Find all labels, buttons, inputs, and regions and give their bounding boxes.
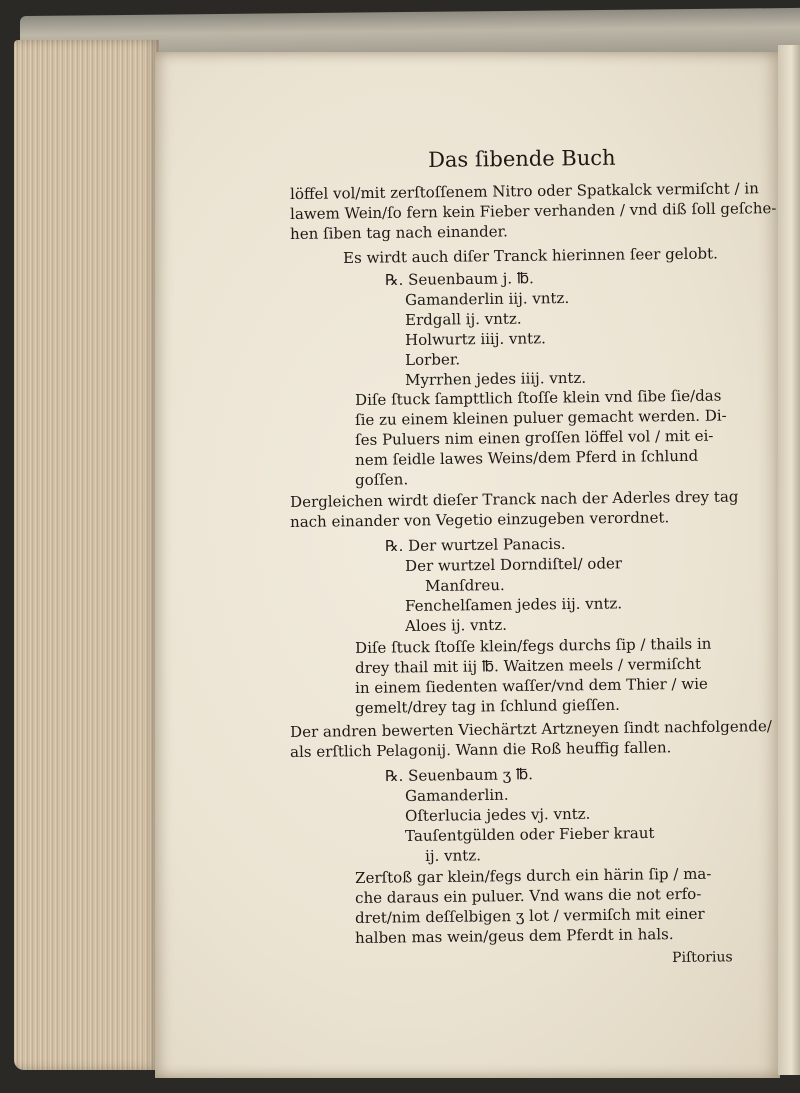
text-line: Es wirdt auch diſer Tranck hierinnen ſeer gelobt. [343, 244, 718, 267]
text-line: halben mas wein/geus dem Pferdt in hals. [355, 925, 674, 947]
text-line: Lorber. [405, 350, 461, 369]
text-line: Der andren bewerten Viechärtzt Artzneyen ſindt nachfolgende/ [290, 717, 772, 741]
text-line: Diſe ſtuck ſampttlich ſtoſſe klein vnd ſibe ſie/das [355, 386, 722, 409]
text-line: che daraus ein puluer. Vnd wans die not erfo- [355, 884, 702, 907]
text-line: Gamanderlin. [405, 785, 509, 805]
catchword: Piſtorius [672, 949, 733, 966]
text-line: Der wurtzel Dorndiſtel/ oder [405, 554, 623, 575]
text-line: ſie zu einem kleinen puluer gemacht werden. Di- [355, 406, 727, 429]
text-line: Aloes ij. vntz. [405, 615, 508, 635]
text-line: ℞. Seuenbaum ʒ ℔. [385, 765, 534, 785]
right-page-edge [778, 45, 800, 1075]
text-line: Zerſtoß gar klein/fegs durch ein härin ſip / ma- [355, 864, 712, 887]
text-line: ℞. Seuenbaum j. ℔. [385, 269, 534, 289]
text-line: als erſtlich Pelagonij. Wann die Roß heuffig fallen. [290, 738, 672, 761]
text-line: in einem ſiedenten waſſer/vnd dem Thier / wie [355, 674, 708, 697]
text-line: hen ſiben tag nach einander. [290, 222, 508, 243]
page-header: Das ſibende Buch [427, 145, 616, 172]
text-line: Manſdreu. [425, 576, 505, 595]
text-line: Dergleichen wirdt dieſer Tranck nach der Aderles drey tag [290, 487, 739, 511]
text-line: gemelt/drey tag in ſchlund gieſſen. [355, 695, 620, 717]
text-line: Holwurtz iiij. vntz. [405, 329, 546, 349]
text-line: Diſe ſtuck ſtoſſe klein/fegs durchs ſip / thails in [355, 634, 712, 657]
text-line: ſes Puluers nim einen groſſen löffel vol / mit ei- [355, 426, 714, 449]
text-line: lawem Wein/ſo fern kein Fieber verhanden / vnd diß ſoll geſche- [290, 199, 777, 223]
text-line: nem ſeidle lawes Weins/dem Pferd in ſchlund [355, 446, 699, 469]
text-line: Erdgall ij. vntz. [405, 309, 522, 329]
text-line: Fenchelſamen jedes iij. vntz. [405, 594, 623, 615]
text-line: Myrrhen jedes iiij. vntz. [405, 368, 587, 389]
text-line: nach einander von Vegetio einzugeben verordnet. [290, 508, 670, 531]
text-line: drey thail mit iij ℔. Waitzen meels / vermiſcht [355, 654, 702, 677]
text-line: löffel vol/mit zerſtoſſenem Nitro oder Spatkalck vermiſcht / in [290, 179, 759, 203]
text-line: goſſen. [355, 470, 409, 489]
text-line: Gamanderlin iij. vntz. [405, 288, 570, 309]
text-line: Tauſentgülden oder Fieber kraut [405, 823, 655, 845]
text-line: ij. vntz. [425, 846, 482, 865]
text-line: dret/nim deſſelbigen ʒ lot / vermiſch mit einer [355, 904, 705, 927]
page-stack [14, 40, 159, 1070]
text-line: Oſterlucia jedes vj. vntz. [405, 804, 591, 825]
text-line: ℞. Der wurtzel Panacis. [385, 534, 566, 555]
